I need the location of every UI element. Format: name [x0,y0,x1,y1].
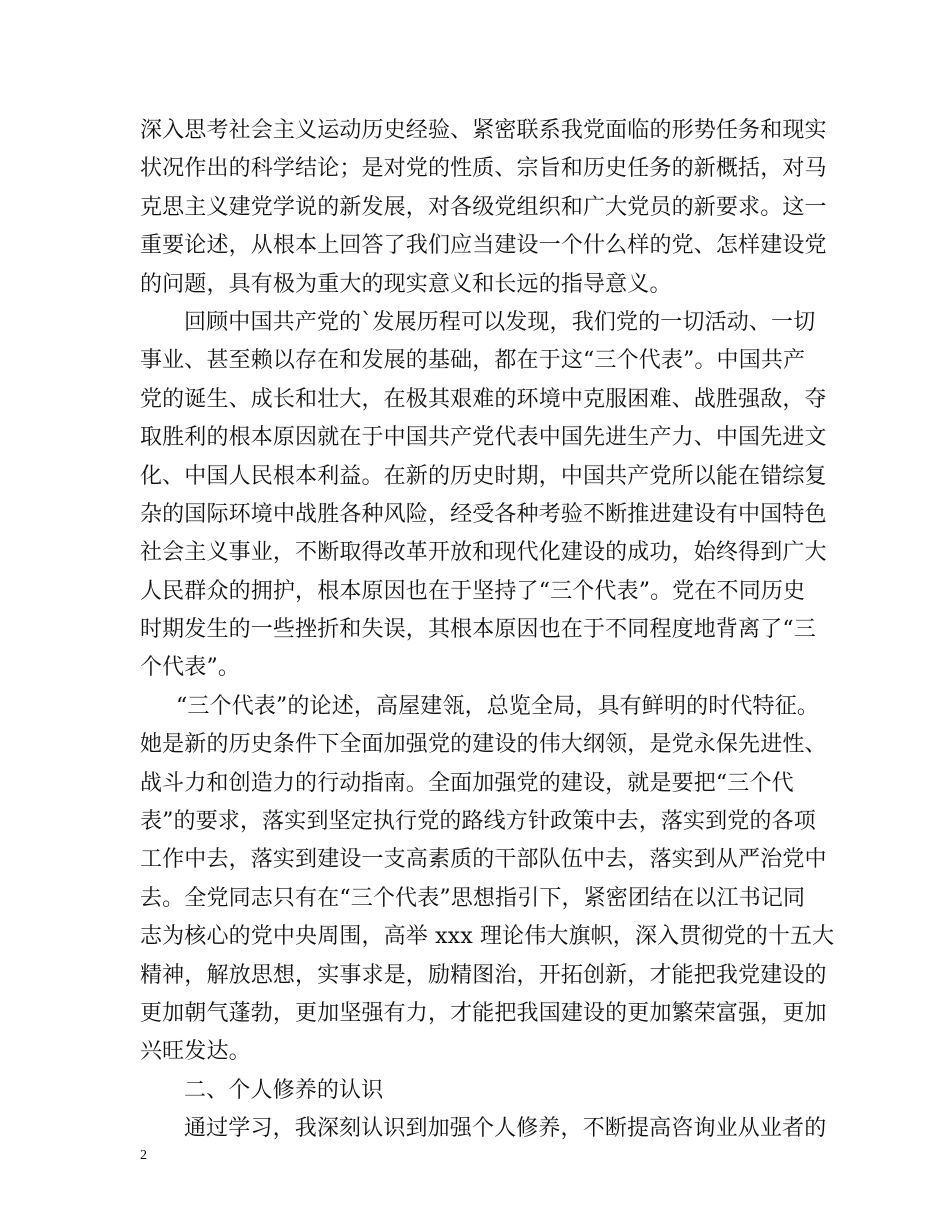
text-line: 深入思考社会主义运动历史经验、紧密联系我党面临的形势任务和现实 [140,118,827,143]
text-line: 更加朝气蓬勃，更加坚强有力，才能把我国建设的更加繁荣富强，更加 [140,1000,827,1026]
text-line: 的问题，具有极为重大的现实意义和长远的指导意义。 [140,271,672,297]
text-line: 人民群众的拥护，根本原因也在于坚持了“三个代表”。党在不同历史 [140,578,806,604]
text-line: 时期发生的一些挫折和失误，其根本原因也在于不同程度地背离了“三 [140,617,816,643]
text-line: 战斗力和创造力的行动指南。全面加强党的建设，就是要把“三个代 [140,770,794,796]
text-line: 社会主义事业，不断取得改革开放和现代化建设的成功，始终得到广大 [140,540,827,566]
text-line: 表”的要求，落实到坚定执行党的路线方针政策中去，落实到党的各项 [140,809,816,835]
text-line: 事业、甚至赖以存在和发展的基础，都在于这“三个代表”。中国共产 [140,348,806,374]
text-line: 兴旺发达。 [140,1039,251,1065]
text-line: 去。全党同志只有在“三个代表”思想指引下，紧密团结在以江书记同 [140,885,806,911]
text-line: 工作中去，落实到建设一支高素质的干部队伍中去，落实到从严治党中 [140,847,827,873]
text-line: 状况作出的科学结论；是对党的性质、宗旨和历史任务的新概括，对马 [140,156,827,182]
body-text [140,112,835,1149]
section-heading: 二、个人修养的认识 [184,1077,384,1103]
text-line: 重要论述，从根本上回答了我们应当建设一个什么样的党、怎样建设党 [140,233,827,259]
paragraph-start-line: 通过学习，我深刻认识到加强个人修养，不断提高咨询业从业者的 [184,1116,827,1142]
text-line: 克思主义建党学说的新发展，对各级党组织和广大党员的新要求。这一 [140,194,827,220]
text-line: 杂的国际环境中战胜各种风险，经受各种考验不断推进建设有中国特色 [140,501,827,527]
text-line: 取胜利的根本原因就在于中国共产党代表中国先进生产力、中国先进文 [140,425,827,451]
text-line: 志为核心的党中央周围，高举 xxx 理论伟大旗帜，深入贯彻党的十五大 [140,924,835,950]
text-line: 精神，解放思想，实事求是，励精图治，开拓创新，才能把我党建设的 [140,962,827,988]
text-line: 她是新的历史条件下全面加强党的建设的伟大纲领，是党永保先进性、 [140,732,827,758]
paragraph-start-line: 回顾中国共产党的`发展历程可以发现，我们党的一切活动、一切 [184,309,816,335]
text-line: 党的诞生、成长和壮大，在极其艰难的环境中克服困难、战胜强敌，夺 [140,386,827,412]
text-line: 化、中国人民根本利益。在新的历史时期，中国共产党所以能在错综复 [140,463,827,489]
page-number: 2 [140,1148,147,1163]
paragraph-start-line: “三个代表”的论述，高屋建瓴，总览全局，具有鲜明的时代特征。 [176,693,819,719]
text-line: 个代表”。 [140,655,240,681]
